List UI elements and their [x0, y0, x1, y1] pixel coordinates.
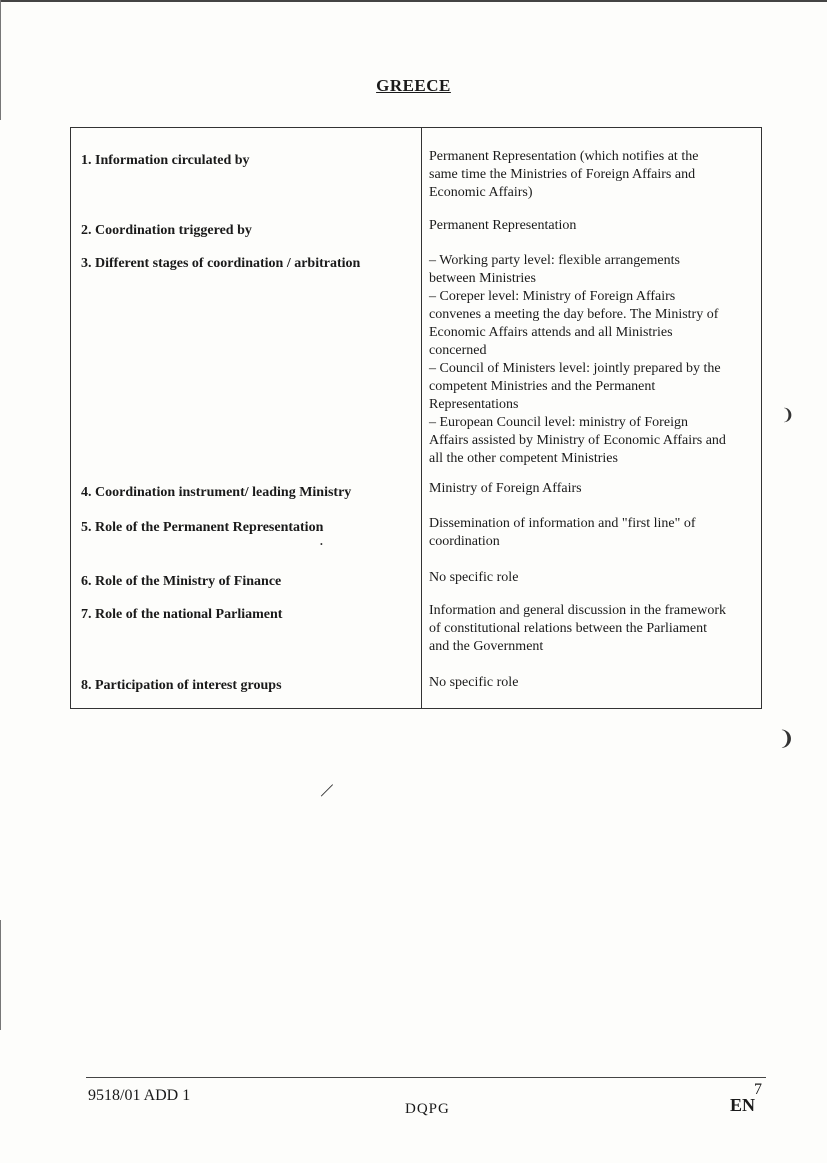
answer-line: same time the Ministries of Foreign Affairs and [429, 167, 696, 182]
answer-line: and the Government [429, 639, 544, 654]
answer-line: concerned [429, 343, 487, 358]
answer-line: Affairs assisted by Ministry of Economic Affairs and [429, 433, 726, 448]
row-question: 6. Role of the Ministry of Finance [81, 574, 282, 589]
row-answer [429, 515, 759, 551]
language-code: EN [730, 1095, 756, 1115]
answer-line: Permanent Representation [429, 218, 577, 233]
answer-line: of constitutional relations between the Parliament [429, 621, 707, 636]
answer-line: Dissemination of information and "first line" of [429, 516, 696, 531]
answer-line: – Coreper level: Ministry of Foreign Affairs [429, 289, 676, 304]
answer-line: coordination [429, 534, 500, 549]
answer-line: Permanent Representation (which notifies at the [429, 149, 699, 164]
row-question: 8. Participation of interest groups [81, 678, 282, 693]
answer-line: Representations [429, 397, 519, 412]
page-title: GREECE [376, 76, 451, 95]
row-answer [429, 480, 759, 498]
row-question: 7. Role of the national Parliament [81, 607, 283, 622]
row-question: 3. Different stages of coordination / arbitration [81, 256, 361, 271]
answer-line: Economic Affairs) [429, 185, 533, 200]
row-question: 5. Role of the Permanent Representation [81, 520, 324, 535]
scan-artifact-icon: | [319, 780, 337, 798]
answer-line: between Ministries [429, 271, 536, 286]
document-reference: 9518/01 ADD 1 [88, 1087, 191, 1104]
row-question: 1. Information circulated by [81, 153, 250, 168]
row-answer [429, 602, 759, 656]
row-question: 2. Coordination triggered by [81, 223, 252, 238]
coordination-table [70, 127, 762, 709]
scan-artifact-icon: • [320, 540, 323, 549]
answer-line: Economic Affairs attends and all Ministries [429, 325, 673, 340]
scan-artifact-icon: ❩ [778, 728, 795, 750]
department-code: DQPG [405, 1101, 450, 1117]
answer-line: No specific role [429, 675, 519, 690]
row-answer [429, 217, 759, 235]
answer-line: – Council of Ministers level: jointly prepared by the [429, 361, 721, 376]
answer-line: – Working party level: flexible arrangements [429, 253, 680, 268]
answer-line: competent Ministries and the Permanent [429, 379, 656, 394]
page-number: 7 [754, 1081, 762, 1098]
scan-edge-mark [0, 920, 1, 1030]
answer-line: Information and general discussion in the framework [429, 603, 727, 618]
answer-line: Ministry of Foreign Affairs [429, 481, 582, 496]
row-question: 4. Coordination instrument/ leading Ministry [81, 485, 352, 500]
scan-edge-mark [0, 0, 1, 120]
answer-line: – European Council level: ministry of Foreign [429, 415, 688, 430]
row-answer [429, 252, 759, 468]
answer-line: No specific role [429, 570, 519, 585]
answer-line: all the other competent Ministries [429, 451, 618, 466]
scan-artifact-icon: ❩ [781, 407, 795, 424]
footer-rule [86, 1077, 766, 1078]
row-answer [429, 674, 759, 692]
answer-line: convenes a meeting the day before. The Ministry of [429, 307, 719, 322]
column-divider [421, 128, 422, 708]
row-answer [429, 148, 759, 202]
row-answer [429, 569, 759, 587]
top-edge-rule [0, 0, 827, 2]
